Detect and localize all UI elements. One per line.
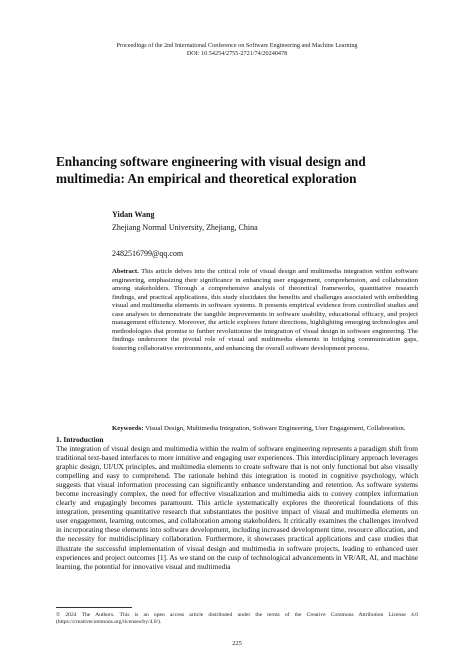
abstract-text: This article delves into the critical role of visual design and multimedia integration within software engineering, emphasizing their significance in enhancing user engagement, comprehension, and collaboration among stakeholders. Through a comprehensive analysis of theoretical frameworks, quantitative research findings, and practical applications, this study elucidates the benefits and challenges associated with embedding visual and multimedia elements in software systems. It presents empirical evidence from controlled studies and case analyses to demonstrate the tangible improvements in software usability, educational efficacy, and project management efficiency. Moreover, the article explores future directions, highlighting emerging technologies and methodologies that promise to further revolutionize the integration of visual design in software engineering. The findings underscore the pivotal role of visual and multimedia elements in bridging communication gaps, fostering collaborative environments, and enhancing the overall software development process. (112, 268, 418, 352)
author-name: Yidan Wang (112, 210, 155, 219)
keywords-text: Visual Design, Multimedia Integration, Software Engineering, User Engagement, Collaboration. (145, 425, 406, 432)
author-affiliation: Zhejiang Normal University, Zhejiang, China (112, 223, 258, 232)
license-footnote: © 2024 The Authors. This is an open access article distributed under the terms of the Creative Commons Attribution License 4.0 (https://creativecommons.org/licenses/by/4.0/). (56, 612, 418, 626)
introduction-text: The integration of visual design and multimedia within the realm of software engineering represents a paradigm shift from traditional text-based interfaces to more intuitive and engaging user experiences. This interdisciplinary approach leverages graphic design, UI/UX principles, and multimedia elements to create software that is not only functional but also visually compelling and easy to comprehend. The rationale behind this integration is rooted in cognitive psychology, which suggests that visual information processing can significantly enhance understanding and retention. As software systems become increasingly complex, the need for effective visualization and multimedia aids to convey complex information clearly and engagingly becomes paramount. This article systematically explores the theoretical foundations of this integration, presenting quantitative research that substantiates the positive impact of visual and multimedia elements on user engagement, learning outcomes, and collaboration among stakeholders. It critically examines the challenges involved in incorporating these elements into software development, including increased development time, resource allocation, and the necessity for multidisciplinary collaboration. Furthermore, it showcases practical applications and case studies that illustrate the successful implementation of visual design and multimedia in software projects, leading to enhanced user experiences and project outcomes [1]. As we stand on the cusp of technological advancements in VR/AR, AI, and machine learning, the potential for innovative visual and multimedia (56, 444, 418, 571)
proceedings-title: Proceedings of the 2nd International Conference on Software Engineering and Machine Learning (116, 42, 358, 49)
keywords-label: Keywords: (112, 425, 144, 432)
abstract (112, 268, 418, 353)
author-email: 2482516799@qq.com (112, 249, 184, 258)
abstract-label: Abstract. (112, 268, 139, 275)
proceedings-header (0, 42, 474, 58)
keywords (112, 425, 418, 433)
paper-title: Enhancing software engineering with visual design and multimedia: An empirical and theoretical exploration (56, 154, 366, 186)
footnote-divider (56, 607, 132, 608)
page-number: 225 (232, 640, 242, 647)
doi-line: DOI: 10.54254/2755-2721/74/20240478 (186, 50, 288, 57)
section-heading: 1. Introduction (56, 435, 104, 444)
